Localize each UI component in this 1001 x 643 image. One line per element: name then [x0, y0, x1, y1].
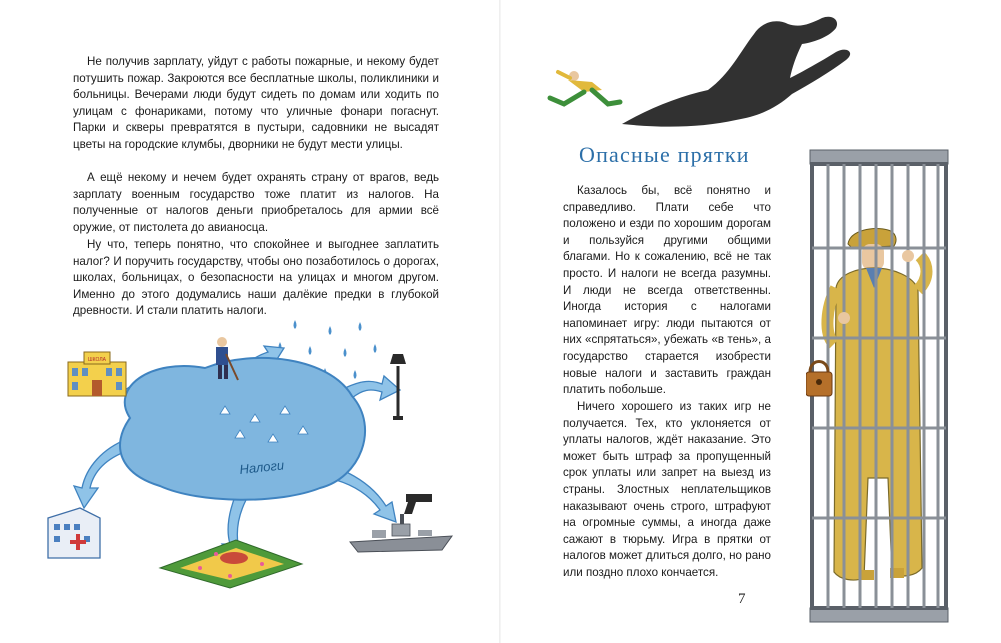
- taxes-blob: [120, 358, 365, 500]
- padlock-icon: [806, 362, 832, 397]
- left-paragraph-3: Ну что, теперь понятно, что спокойнее и выгоднее заплатить налог? И поручить государству, чтобы оно позаботилось о дорогах, школах, больницах, о безопасности на улицах и многом другом. Именно до этого додумались наши далёкие предки в глубокой древности. И стали платить налоги.: [73, 238, 439, 318]
- running-man: [550, 71, 620, 104]
- left-hand: [838, 312, 850, 324]
- right-paragraph-1: Казалось бы, всё понятно и справедливо. Плати себе что положено и езди по хорошим дорогам и пользуйся другими общими благами. Но к сожалению, всё не так просто. И налоги не всегда разумны. И люди не всегда ответственны. Иногда история с налогами напоминает игру: люди пытаются от них «спрятаться», убежать «в тень», а государство старается изобрести новые налоги и заставить граждан платить побольше.: [563, 184, 771, 397]
- section-title: Опасные прятки: [579, 142, 750, 167]
- left-paragraph-1: Не получив зарплату, уйдут с работы пожарные, и некому будет потушить пожар. Закроются все бесплатные школы, поликлиники и больницы. Вечерами люди будут сидеть по домам или ходить по улицам с фонариками, потому что уличные фонари погаснут. Парки и скверы превратятся в пустыри, садовники не высадят цветы на городские клумбы, дворники не будут мести улицы.: [73, 55, 439, 151]
- running-man-illustration: [540, 12, 880, 132]
- blob-label: Налоги: [238, 457, 285, 477]
- warship: [350, 514, 452, 552]
- hospital-building: [48, 508, 100, 558]
- school-sign: ШКОЛА: [88, 357, 106, 363]
- street-sweeper: [216, 337, 238, 380]
- right-hand: [902, 250, 914, 262]
- right-paragraph-2: Ничего хорошего из таких игр не получается. Тех, кто уклоняется от уплаты налогов, ждёт наказание. Это может быть штраф за пропущенный срок уплаты или запрет на выезд из страны. Злостных неплательщиков наказывают очень строго, штрафуют на огромные суммы, а иногда даже сажают в тюрьму. Игра в прятки от налогов может длиться долго, но рано или поздно плохо кончается.: [563, 400, 771, 579]
- page-number: 7: [738, 591, 746, 607]
- taxes-illustration: [40, 318, 470, 590]
- flower-bed: [160, 540, 302, 588]
- left-paragraph-2: А ещё некому и нечем будет охранять страну от врагов, ведь зарплату военным государство тоже платит из налогов. На полученные от налогов деньги приобреталось для армии всё оружие, от пистолета до авианосца.: [73, 171, 439, 234]
- pistol: [404, 494, 432, 514]
- running-shadow: [622, 17, 850, 127]
- caged-man-illustration: [806, 148, 954, 626]
- school-building: [68, 352, 126, 396]
